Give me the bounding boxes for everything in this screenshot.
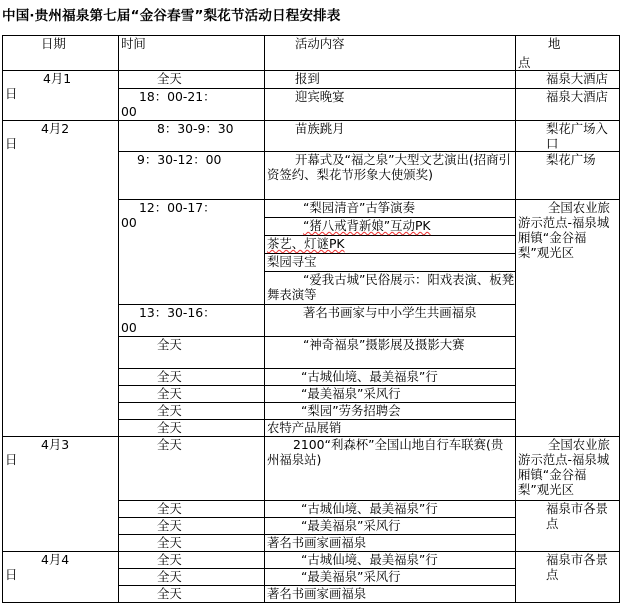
content-cell: “古城仙境、最美福泉”行 xyxy=(265,369,516,386)
location-text: 全国农业旅游示范点-福泉城厢镇“金谷福梨”观光区 xyxy=(518,200,610,260)
time-suffix: 00 xyxy=(121,215,137,230)
list-item: “爱我古城”民俗展示：阳戏表演、板凳舞表演等 xyxy=(267,272,515,302)
date-text: 4月1 xyxy=(43,71,72,86)
time-cell: 全天 xyxy=(119,386,265,403)
table-row xyxy=(3,437,620,501)
time-cell: 9：30-12：00 xyxy=(119,152,265,200)
location-cell: 福泉市各景点 xyxy=(516,501,620,552)
header-date: 日期 xyxy=(3,36,119,71)
document-title: 中国·贵州福泉第七届“金谷春雪”梨花节活动日程安排表 xyxy=(2,8,341,24)
content-cell: “最美福泉”采风行 xyxy=(265,386,516,403)
content-text: “神奇福泉”摄影展及摄影大赛 xyxy=(303,337,465,352)
content-cell: 迎宾晚宴 xyxy=(265,89,516,121)
time-cell: 全天 xyxy=(119,71,265,89)
date-text: 4月4 xyxy=(41,552,70,567)
time-cell: 全天 xyxy=(119,501,265,518)
content-cell: “古城仙境、最美福泉”行 xyxy=(265,552,516,569)
content-cell: 农特产品展销 xyxy=(265,420,516,437)
location-cell: 福泉市各景点 xyxy=(516,552,620,603)
header-location-line2: 点 xyxy=(518,55,531,70)
table-row xyxy=(3,552,620,569)
date-cell xyxy=(3,121,119,437)
header-location-line1: 地 xyxy=(548,36,561,51)
content-text: 开幕式及“福之泉”大型文艺演出(招商引资签约、梨花节形象大使颁奖) xyxy=(267,152,511,182)
list-item: 梨园寻宝 xyxy=(265,254,515,272)
table-row xyxy=(3,121,620,152)
date-suffix: 日 xyxy=(5,136,18,151)
time-suffix: 00 xyxy=(121,320,137,335)
location-cell xyxy=(516,200,620,437)
content-cell: 著名书画家画福泉 xyxy=(265,535,516,552)
date-suffix: 日 xyxy=(5,567,18,582)
schedule-table xyxy=(2,35,620,603)
header-row xyxy=(3,36,620,71)
content-cell: “最美福泉”采风行 xyxy=(265,518,516,535)
location-text: 全国农业旅游示范点-福泉城厢镇“金谷福梨”观光区 xyxy=(518,437,610,497)
content-cell: “最美福泉”采风行 xyxy=(265,569,516,586)
date-text: 4月3 xyxy=(41,437,70,452)
content-cell: “古城仙境、最美福泉”行 xyxy=(265,501,516,518)
location-cell: 梨花广场入口 xyxy=(516,121,620,152)
time-cell: 全天 xyxy=(119,552,265,569)
date-suffix: 日 xyxy=(5,86,18,101)
date-suffix: 日 xyxy=(5,452,18,467)
time-cell xyxy=(119,200,265,305)
header-content: 活动内容 xyxy=(265,36,516,71)
time-cell: 全天 xyxy=(119,586,265,603)
header-time: 时间 xyxy=(119,36,265,71)
location-cell: 福泉大酒店 xyxy=(516,71,620,89)
time-suffix: 00 xyxy=(121,104,137,119)
time-cell: 全天 xyxy=(119,403,265,420)
content-cell xyxy=(265,305,516,337)
list-item: 茶艺、灯谜PK xyxy=(265,236,515,254)
time-cell: 全天 xyxy=(119,535,265,552)
date-cell xyxy=(3,437,119,552)
content-cell: 苗族跳月 xyxy=(265,121,516,152)
time-cell: 全天 xyxy=(119,369,265,386)
content-cell: “梨园”劳务招聘会 xyxy=(265,403,516,420)
time-text: 12：00-17： xyxy=(139,200,216,215)
content-text: 2100“利森杯”全国山地自行车联赛(贵州福泉站) xyxy=(267,437,504,467)
content-cell: 著名书画家画福泉 xyxy=(265,586,516,603)
time-cell xyxy=(119,305,265,337)
content-cell xyxy=(265,152,516,200)
header-location xyxy=(516,36,620,71)
content-cell xyxy=(265,337,516,369)
time-cell: 8：30-9：30 xyxy=(119,121,265,152)
time-cell: 全天 xyxy=(119,420,265,437)
table-row xyxy=(3,71,620,89)
location-cell: 梨花广场 xyxy=(516,152,620,200)
time-cell xyxy=(119,89,265,121)
time-cell: 全天 xyxy=(119,337,265,369)
content-cell xyxy=(265,437,516,501)
time-cell: 全天 xyxy=(119,437,265,501)
content-cell: 报到 xyxy=(265,71,516,89)
list-item: “猪八戒背新娘”互动PK xyxy=(265,218,515,236)
time-cell: 全天 xyxy=(119,569,265,586)
time-cell: 全天 xyxy=(119,518,265,535)
location-cell: 福泉大酒店 xyxy=(516,89,620,121)
time-text: 13：30-16： xyxy=(139,305,216,320)
list-item: “梨园清音”古筝演奏 xyxy=(265,200,515,218)
location-cell xyxy=(516,437,620,501)
time-text: 18：00-21： xyxy=(139,89,216,104)
content-cell xyxy=(265,200,516,305)
date-cell xyxy=(3,71,119,121)
date-text: 4月2 xyxy=(41,121,70,136)
content-text: 著名书画家与中小学生共画福泉 xyxy=(303,305,477,320)
